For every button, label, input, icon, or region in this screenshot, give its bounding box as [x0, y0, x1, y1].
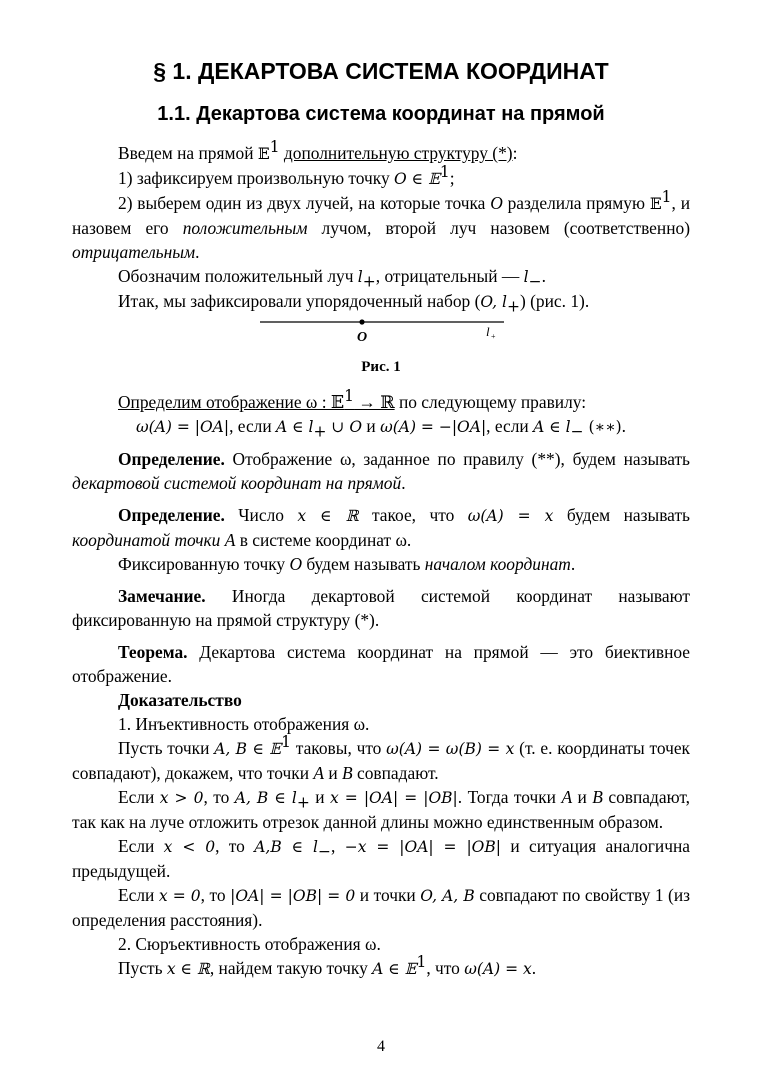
surjectivity-heading: 2. Сюръективность отображения ω.	[118, 934, 381, 954]
intro-paragraph: Введем на прямой 𝔼$^1$ дополнительную структуру (*):	[118, 138, 518, 163]
step-1: 1) зафиксируем произвольную точку O ∈ 𝔼$^1$;	[118, 163, 455, 188]
origin-paragraph: Фиксированную точку O будем называть началом координат.	[118, 554, 576, 574]
fixed-paragraph: Итак, мы зафиксировали упорядоченный набор (O, $l_+$) (рис. 1).	[118, 291, 590, 316]
term-positive: положительным	[182, 218, 308, 238]
figure-1-drawing	[72, 316, 690, 356]
formula-line: ω(A) = |OA|, если A ∈ $l_+$ ∪ O и ω(A) = −|OA|, если A ∈ $l_-$ (∗∗).	[135, 416, 627, 441]
figure-1	[72, 316, 690, 356]
origin-label: O	[357, 330, 368, 345]
mapping-paragraph: Определим отображение ω : 𝔼$^1$ → ℝ по следующему правилу:	[118, 387, 587, 412]
term-negative: отрицательным	[72, 242, 196, 262]
case-zero: Если x = 0, то |OA| = |OB| = 0 и точки O, A, B совпадают по свойству 1 (из определения расстояния).	[72, 885, 691, 930]
origin-point	[359, 319, 364, 324]
step-2: 2) выберем один из двух лучей, на которые точка O разделила прямую 𝔼$^1$, и назовем его положительным лучом, второй луч назовем (соответственно) отрицательным.	[72, 188, 691, 262]
page-number: 4	[377, 1038, 385, 1055]
term-coordinate: координатой точки A	[72, 530, 236, 550]
injectivity-heading: 1. Инъективность отображения ω.	[118, 714, 370, 734]
ray-label: l	[486, 324, 490, 339]
definition-1: Определение. Отображение ω, заданное по правилу (**), будем называть декартовой системой координат на прямой.	[72, 449, 690, 493]
structure-link: дополнительную структуру (*)	[283, 143, 513, 163]
case-positive: Если x > 0, то A, B ∈ $l_+$ и x = |OA| = |OB|. Тогда точки A и B совпадают, так как на луче отложить отрезок данной длины можно единственным образом.	[72, 787, 690, 832]
mapping-definition: Определим отображение ω : 𝔼$^1$ → ℝ	[118, 387, 395, 412]
ray-label-sub: +	[491, 332, 496, 341]
definition-2: Определение. Число x ∈ ℝ такое, что ω(A) = x будем называть координатой точки A в системе координат ω.	[72, 505, 690, 550]
figure-caption: Рис. 1	[361, 359, 401, 375]
term-cartesian-system: декартовой системой координат на прямой	[72, 473, 402, 493]
theorem: Теорема. Декартова система координат на прямой — это биективное отображение.	[72, 642, 690, 686]
subsection-title: 1.1. Декартова система координат на прямой	[157, 103, 605, 125]
proof-heading: Доказательство	[118, 690, 242, 710]
term-origin: началом координат	[424, 554, 571, 574]
body-text	[72, 138, 691, 981]
case-negative: Если x < 0, то A,B ∈ $l_-$, −x = |OA| = |OB| и ситуация аналогична предыдущей.	[72, 836, 691, 881]
rays-paragraph: Обозначим положительный луч $l_+$, отрицательный — $l_-$.	[118, 266, 546, 291]
remark: Замечание. Иногда декартовой системой координат называют фиксированную на прямой структуру (*).	[72, 586, 690, 630]
section-title: § 1. ДЕКАРТОВА СИСТЕМА КООРДИНАТ	[153, 58, 609, 84]
proof-paragraph-1: Пусть точки A, B ∈ 𝔼$^1$ таковы, что ω(A) = ω(B) = x (т. е. координаты точек совпадают), докажем, что точки A и B совпадают.	[72, 733, 690, 783]
surjectivity-paragraph: Пусть x ∈ ℝ, найдем такую точку A ∈ 𝔼$^1$, что ω(A) = x.	[118, 953, 537, 978]
